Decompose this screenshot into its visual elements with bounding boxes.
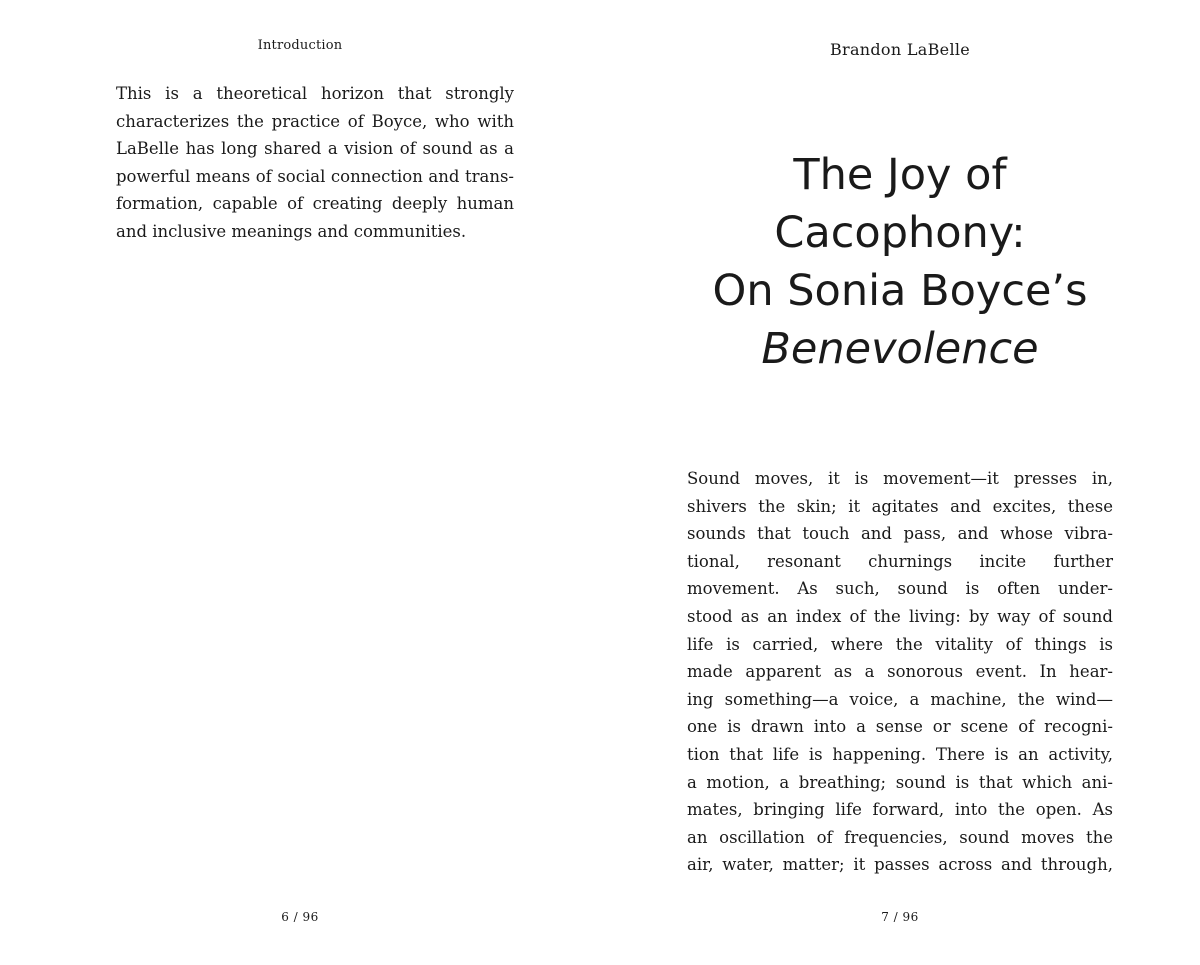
text-line: movement. As such, sound is often under- bbox=[687, 579, 1113, 599]
page-number-left: 6 / 96 bbox=[281, 910, 319, 924]
text-line: LaBelle has long shared a vision of sound as a bbox=[116, 139, 514, 159]
text-line: sounds that touch and pass, and whose vibra- bbox=[687, 524, 1113, 544]
text-line: characterizes the practice of Boyce, who with bbox=[116, 111, 514, 131]
running-head-right: Brandon LaBelle bbox=[829, 40, 971, 59]
text-line: Sound moves, it is movement—it presses in, bbox=[687, 469, 1113, 488]
text-line: a motion, a breathing; sound is that which ani- bbox=[687, 772, 1113, 792]
text-line: shivers the skin; it agitates and excites, these bbox=[687, 496, 1113, 516]
text-line: and inclusive meanings and communities. bbox=[116, 221, 467, 241]
text-line: This is a theoretical horizon that strongly bbox=[116, 84, 514, 103]
text-line: one is drawn into a sense or scene of recogni- bbox=[687, 717, 1113, 737]
title-line: Cacophony: bbox=[774, 208, 1026, 258]
text-line: life is carried, where the vitality of things is bbox=[687, 634, 1113, 654]
text-line: mates, bringing life forward, into the open. As bbox=[687, 800, 1113, 820]
text-line: an oscillation of frequencies, sound moves the bbox=[687, 827, 1113, 847]
title-line: The Joy of bbox=[793, 150, 1007, 200]
text-line: stood as an index of the living: by way of sound bbox=[687, 606, 1113, 626]
text-line: powerful means of social connection and trans- bbox=[116, 166, 514, 186]
chapter-title bbox=[640, 146, 1160, 378]
running-head-left: Introduction bbox=[257, 38, 343, 53]
text-line: ing something—a voice, a machine, the wind— bbox=[687, 689, 1113, 709]
text-line: tional, resonant churnings incite further bbox=[687, 551, 1113, 571]
text-line: air, water, matter; it passes across and through, bbox=[687, 855, 1113, 875]
text-line: formation, capable of creating deeply human bbox=[116, 194, 514, 214]
title-italic-work: Benevolence bbox=[761, 324, 1039, 374]
page-number-right: 7 / 96 bbox=[881, 910, 919, 924]
text-line: made apparent as a sonorous event. In hear- bbox=[687, 662, 1113, 682]
left-body-paragraph bbox=[86, 80, 514, 246]
title-line: On Sonia Boyce’s bbox=[712, 266, 1088, 316]
text-line: tion that life is happening. There is an activity, bbox=[687, 744, 1113, 764]
right-page bbox=[600, 0, 1200, 965]
right-body-paragraph bbox=[687, 465, 1113, 879]
